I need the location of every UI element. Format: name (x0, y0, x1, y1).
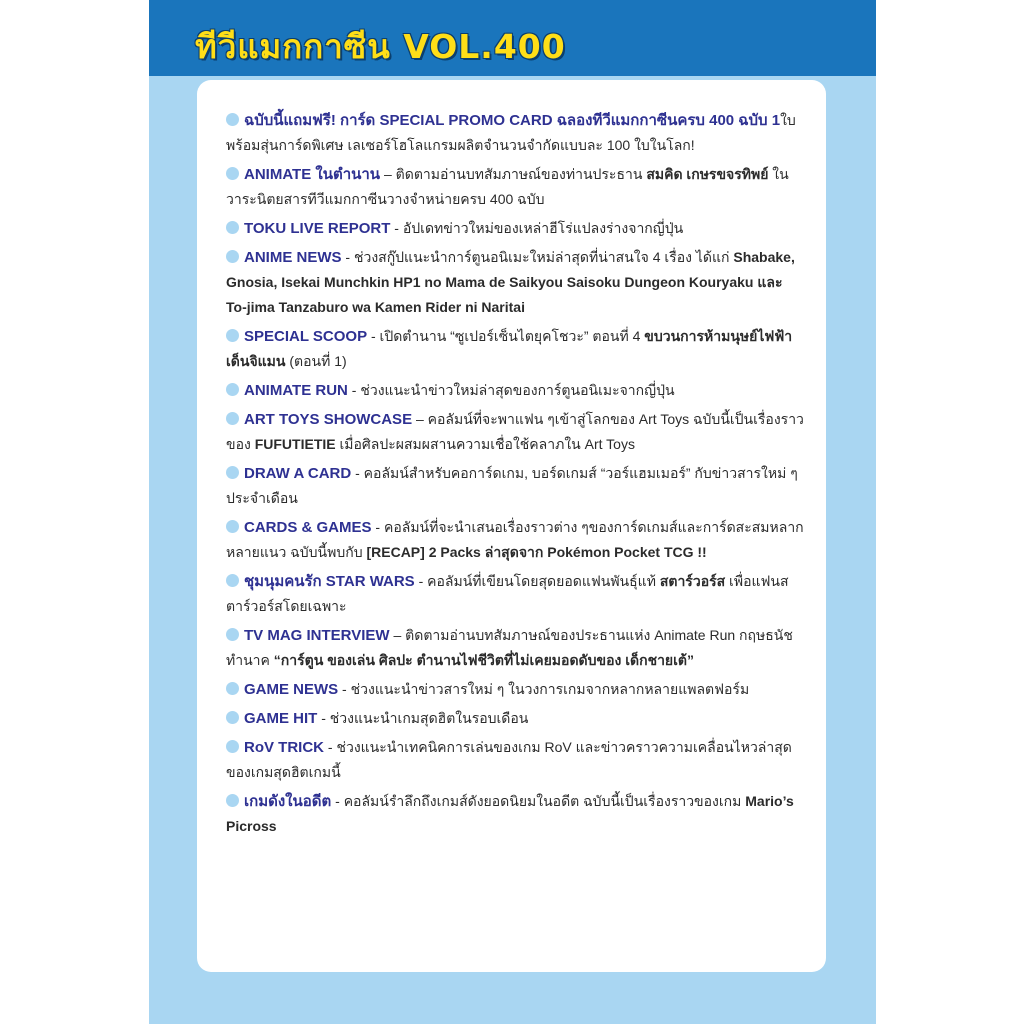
section-title: TV MAG INTERVIEW (244, 627, 390, 644)
item-text: ช่วงแนะนำข่าวสารใหม่ ๆ ในวงการเกมจากหลากหลายแพลตฟอร์ม (350, 681, 750, 697)
bullet-icon (226, 520, 239, 533)
contents-item (226, 245, 806, 320)
bullet-icon (226, 383, 239, 396)
bullet-icon (226, 412, 239, 425)
item-text: คอลัมน์สำหรับคอการ์ดเกม, บอร์ดเกมส์ “วอร์แฮมเมอร์” กับข่าวสารใหม่ ๆ ประจำเดือน (226, 465, 798, 506)
item-text: คอลัมน์ที่จะพาแฟน ๆเข้าสู่โลกของ Art Toys ฉบับนี้เป็นเรื่องราวของ (226, 411, 804, 452)
item-text: ช่วงสกู๊ปแนะนำการ์ตูนอนิเมะใหม่ล่าสุดที่น่าสนใจ 4 เรื่อง ได้แก่ (353, 249, 734, 265)
section-title: DRAW A CARD (244, 465, 352, 482)
item-text: ช่วงแนะนำข่าวใหม่ล่าสุดของการ์ตูนอนิเมะจากญี่ปุ่น (360, 382, 675, 398)
contents-item (226, 407, 806, 457)
separator: - (351, 465, 364, 481)
item-text: ติดตามอ่านบทสัมภาษณ์ของประธานแห่ง Animate Run กฤษธนัช ทำนาค (226, 627, 793, 668)
separator: - (371, 519, 384, 535)
bullet-icon (226, 574, 239, 587)
bullet-icon (226, 682, 239, 695)
separator: - (390, 220, 403, 236)
bullet-icon (226, 466, 239, 479)
item-text: ช่วงแนะนำเกมสุดฮิตในรอบเดือน (329, 710, 529, 726)
section-title: RoV TRICK (244, 739, 324, 756)
contents-item (226, 515, 806, 565)
item-text: เปิดตำนาน “ซูเปอร์เซ็นไตยุคโชวะ” ตอนที่ 4 (379, 328, 645, 344)
contents-item (226, 623, 806, 673)
item-highlight: “การ์ตูน ของเล่น ศิลปะ ตำนานไฟชีวิตที่ไม่เคยมอดดับของ เด็กชายเต้” (273, 652, 695, 668)
contents-item (226, 108, 806, 158)
separator: - (347, 382, 361, 398)
contents-item (226, 324, 806, 374)
item-text-tail: ในวาระนิตยสารทีวีแมกกาซีนวางจำหน่ายครบ 400 ฉบับ (226, 166, 789, 207)
contents-item (226, 735, 806, 785)
item-highlight: FUFUTIETIE (254, 436, 336, 452)
item-text: คอลัมน์ที่เขียนโดยสุดยอดแฟนพันธุ์แท้ (427, 573, 660, 589)
section-title: GAME NEWS (244, 681, 339, 698)
item-text: อัปเดทข่าวใหม่ของเหล่าฮีโร่แปลงร่างจากญี่ปุ่น (402, 220, 684, 236)
contents-item (226, 378, 806, 403)
item-text: คอลัมน์ที่จะนำเสนอเรื่องราวต่าง ๆของการ์ดเกมส์และการ์ดสะสมหลากหลายแนว ฉบับนี้พบกับ (226, 519, 804, 560)
magazine-page (149, 0, 876, 1024)
section-title: CARDS & GAMES (244, 519, 372, 536)
item-highlight: สมคิด เกษรขจรทิพย์ (646, 166, 769, 182)
bullet-icon (226, 740, 239, 753)
item-highlight: Mario’s Picross (226, 793, 794, 834)
contents-item (226, 461, 806, 511)
item-text: ช่วงแนะนำเทคนิคการเล่นของเกม RoV และข่าวคราวความเคลื่อนไหวล่าสุดของเกมสุดฮิตเกมนี้ (226, 739, 792, 780)
separator: – (380, 166, 396, 182)
item-text: คอลัมน์รำลึกถึงเกมส์ดังยอดนิยมในอดีต ฉบับนี้เป็นเรื่องราวของเกม (343, 793, 746, 809)
contents-item (226, 677, 806, 702)
contents-card (197, 80, 826, 972)
contents-item (226, 706, 806, 731)
section-title: ชุมนุมคนรัก STAR WARS (244, 573, 415, 590)
bullet-icon (226, 113, 239, 126)
bullet-icon (226, 250, 239, 263)
section-title: SPECIAL SCOOP (244, 328, 368, 345)
separator: - (331, 793, 344, 809)
item-highlight: Shabake, Gnosia, Isekai Munchkin HP1 no Mama de Saikyou Saisoku Dungeon Kouryaku และ To-jima Tanzaburo wa Kamen Rider ni Naritai (226, 249, 795, 315)
separator: - (367, 328, 380, 344)
bullet-icon (226, 628, 239, 641)
contents-item (226, 216, 806, 241)
bullet-icon (226, 711, 239, 724)
section-title: เกมดังในอดีต (244, 793, 332, 810)
section-title: ANIME NEWS (244, 249, 342, 266)
separator: - (338, 681, 351, 697)
section-title: ฉบับนี้แถมฟรี! การ์ด SPECIAL PROMO CARD ฉลองทีวีแมกกาซีนครบ 400 ฉบับ 1 (244, 112, 781, 129)
separator: – (389, 627, 406, 643)
bullet-icon (226, 329, 239, 342)
separator: - (324, 739, 337, 755)
item-highlight: [RECAP] 2 Packs ล่าสุดจาก Pokémon Pocket TCG !! (366, 544, 707, 560)
item-text: ใบ พร้อมสุ่นการ์ดพิเศษ เลเซอร์โฮโลแกรมผลิตจำนวนจำกัดแบบละ 100 ใบในโลก! (226, 112, 796, 153)
item-highlight: ขบวนการห้ามนุษย์ไฟฟ้าเด็นจิแมน (226, 328, 793, 369)
section-title: GAME HIT (244, 710, 318, 727)
bullet-icon (226, 221, 239, 234)
section-title: TOKU LIVE REPORT (244, 220, 391, 237)
item-highlight: สตาร์วอร์ส (659, 573, 726, 589)
page-title: ทีวีแมกกาซีน VOL.400 (195, 27, 566, 66)
contents-item (226, 569, 806, 619)
separator: - (317, 710, 330, 726)
contents-item (226, 789, 806, 839)
header-banner (149, 0, 876, 76)
section-title: ANIMATE RUN (244, 382, 348, 399)
item-text: ติดตามอ่านบทสัมภาษณ์ของท่านประธาน (395, 166, 647, 182)
section-title: ANIMATE ในตำนาน (244, 166, 381, 183)
separator: – (412, 411, 428, 427)
bullet-icon (226, 794, 239, 807)
separator: - (341, 249, 354, 265)
contents-list (226, 108, 806, 843)
bullet-icon (226, 167, 239, 180)
item-text-tail: (ตอนที่ 1) (285, 353, 347, 369)
separator: - (414, 573, 428, 589)
contents-item (226, 162, 806, 212)
section-title: ART TOYS SHOWCASE (244, 411, 413, 428)
item-text-tail: เมื่อศิลปะผสมผสานความเชื่อใช้คลาภใน Art Toys (335, 436, 635, 452)
item-text-tail: เพื่อแฟนสตาร์วอร์สโดยเฉพาะ (226, 573, 789, 614)
